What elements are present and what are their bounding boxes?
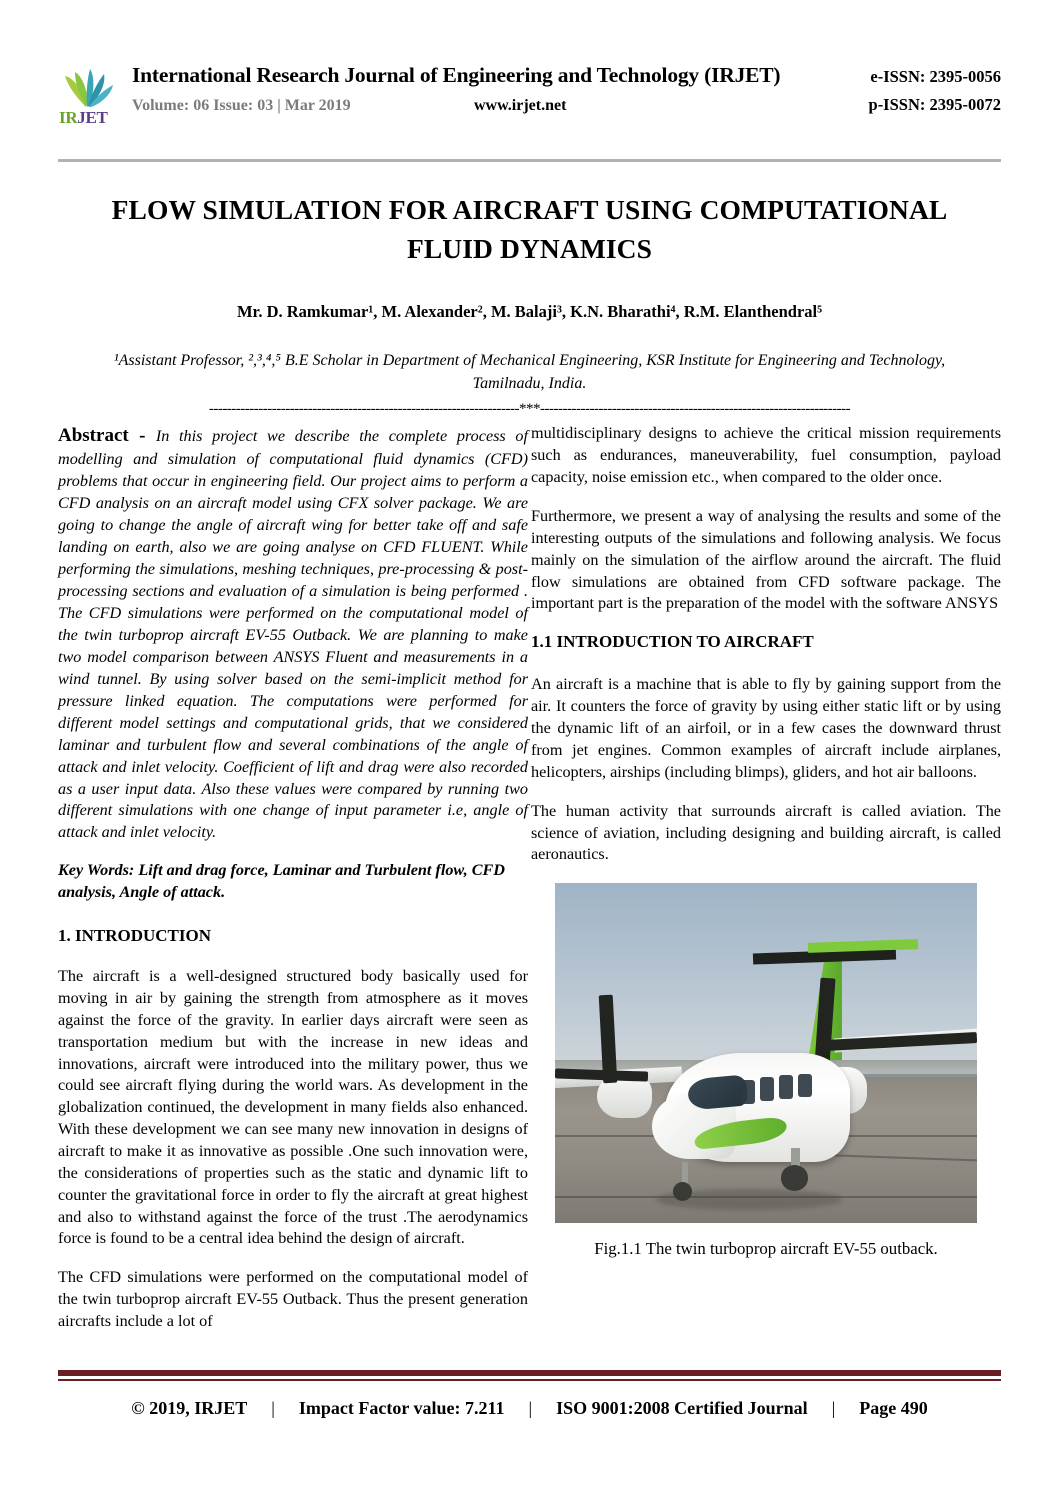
aircraft-paragraph-2: The human activity that surrounds aircraft is called aviation. The science of aviation, including designing and building aircraft, is called aeronautics. bbox=[531, 801, 1001, 864]
masthead-row-bottom bbox=[132, 95, 1001, 115]
main-gear-wheel bbox=[781, 1165, 808, 1191]
footer-impact-factor: Impact Factor value: 7.211 bbox=[298, 1398, 505, 1418]
intro-paragraph-2: The CFD simulations were performed on the computational model of the twin turboprop aircraft EV-55 Outback. Thus the present generation aircrafts include a lot of bbox=[58, 1268, 528, 1330]
footer-iso-certification: ISO 9001:2008 Certified Journal bbox=[556, 1398, 808, 1418]
author-list: Mr. D. Ramkumar¹, M. Alexander², M. Balaji³, K.N. Bharathi⁴, R.M. Elanthendral⁵ bbox=[236, 302, 823, 322]
author-affiliation: ¹Assistant Professor, ²,³,⁴,⁵ B.E Scholar in Department of Mechanical Engineering, KSR Institute for Engineering and Technology, Tamilnadu, India. bbox=[113, 352, 946, 393]
journal-title: International Research Journal of Engineering and Technology (IRJET) bbox=[132, 63, 781, 87]
journal-masthead bbox=[58, 0, 1001, 144]
right-paragraph-2: Furthermore, we present a way of analysing the results and some of the interesting outputs of the simulations and following analysis. We focus mainly on the simulation of the airflow around the aircraft. The fluid flow simulations are obtained from CFD software package. The important part is the preparation of the model with the software ANSYS bbox=[531, 507, 1001, 613]
figure-1-1 bbox=[531, 883, 1001, 1259]
section-separator: ---------------------------------------------------------------------***--------------------------------------------------------------------- bbox=[208, 401, 851, 418]
footer-text-row bbox=[58, 1398, 1001, 1419]
journal-website: www.irjet.net bbox=[474, 97, 567, 114]
right-column bbox=[531, 423, 1001, 1408]
footer-copyright: © 2019, IRJET bbox=[131, 1398, 248, 1418]
footer-rule-thin bbox=[58, 1379, 1001, 1381]
page-title: FLOW SIMULATION FOR AIRCRAFT USING COMPUTATIONAL FLUID DYNAMICS bbox=[111, 194, 948, 265]
footer-separator: | bbox=[831, 1398, 836, 1418]
right-paragraph-1: multidisciplinary designs to achieve the critical mission requirements such as endurances, maneuverability, fuel consumption, payload capacity, noise emission etc., when compared to the older once. bbox=[531, 424, 1001, 487]
abstract-label: Abstract - bbox=[58, 425, 156, 447]
figure-caption: Fig.1.1 The twin turboprop aircraft EV-55 outback. bbox=[594, 1239, 938, 1259]
keywords: Key Words: Lift and drag force, Laminar and Turbulent flow, CFD analysis, Angle of attack. bbox=[58, 861, 505, 902]
intro-paragraph-1: The aircraft is a well-designed structured body basically used for moving in air by gaining the strength from atmosphere as it moves against the force of the gravity. In earlier days aircraft were seen as transportation medium but with the increase in new ideas and innovations, aircraft were introduced into the military power, thus we could see aircraft flying during the world wars. As development in the globalization continued, the development in many fields also enhanced. With these development we can see many new innovation in designs of aircraft to make it as innovative as possible .One such innovation were, the considerations of properties such as the static and dynamic lift to counter the gravitational force in order to fly the aircraft at great highest and also to withstand against the force of the trust .The aerodynamics force is found to be a central idea behind the design of aircraft. bbox=[58, 967, 528, 1248]
footer-separator: | bbox=[271, 1398, 275, 1418]
abstract-paragraph bbox=[58, 423, 528, 844]
aircraft-paragraph-1: An aircraft is a machine that is able to fly by gaining support from the air. It counters the force of gravity by using either static lift or by using the dynamic lift of an airfoil, or in a few cases the downward thrust from jet engines. Common examples of aircraft include airplanes, helicopters, airships (including blimps), gliders, and hot air balloons. bbox=[531, 675, 1001, 781]
abstract-text: In this project we describe the complete process of modelling and simulation of computational fluid dynamics (CFD) problems that occur in engineering field. Our project aims to perform a CFD analysis on an aircraft model using CFX solver package. We are going to change the angle of aircraft wing for better take off and safe landing on earth, also we are going analyse on CFD FLUENT. While performing the simulations, meshing techniques, pre-processing & post-processing sections and evaluation of a simulation is being performed . The CFD simulations were performed on the computational model of the twin turboprop aircraft EV-55 Outback. We are planning to make two model comparison between ANSYS Fluent and measurements in a wind tunnel. By using solver based on the semi-implicit method for pressure linked equation. The computations were performed for different model settings and computational grids, that we considered laminar and turbulent flow and several combinations of the angle of attack and inlet velocity. Coefficient of lift and drag were also recorded as a user input data. Also these values were compared by running two different simulations with one change of input parameter i.e, angle of attack and inlet velocity. bbox=[58, 427, 529, 842]
page-footer bbox=[58, 1370, 1001, 1419]
two-column-body bbox=[58, 423, 1001, 1408]
cabin-window bbox=[760, 1077, 774, 1101]
leaf-fan-icon bbox=[58, 64, 118, 108]
footer-page-number: Page 490 bbox=[859, 1398, 928, 1418]
aircraft-photo bbox=[555, 883, 977, 1223]
cabin-window bbox=[741, 1080, 755, 1104]
header-divider bbox=[58, 159, 1001, 162]
logo-ir-text: IR bbox=[59, 108, 78, 127]
e-issn: e-ISSN: 2395-0056 bbox=[870, 67, 1001, 86]
irjet-logo bbox=[58, 62, 122, 126]
p-issn: p-ISSN: 2395-0072 bbox=[868, 95, 1001, 114]
heading-introduction-to-aircraft: 1.1 INTRODUCTION TO AIRCRAFT bbox=[531, 632, 814, 652]
left-column bbox=[58, 423, 528, 1408]
cabin-window bbox=[798, 1074, 812, 1098]
footer-separator: | bbox=[528, 1398, 533, 1418]
masthead-row-top bbox=[132, 63, 1001, 88]
heading-introduction: 1. INTRODUCTION bbox=[58, 926, 212, 946]
volume-issue: Volume: 06 Issue: 03 | Mar 2019 bbox=[132, 97, 351, 114]
logo-jet-text: JET bbox=[77, 108, 108, 127]
footer-rule-thick bbox=[58, 1370, 1001, 1376]
cabin-window bbox=[779, 1075, 793, 1099]
masthead-text bbox=[122, 62, 1001, 115]
aircraft-shadow bbox=[656, 1189, 842, 1209]
irjet-wordmark bbox=[59, 109, 122, 126]
